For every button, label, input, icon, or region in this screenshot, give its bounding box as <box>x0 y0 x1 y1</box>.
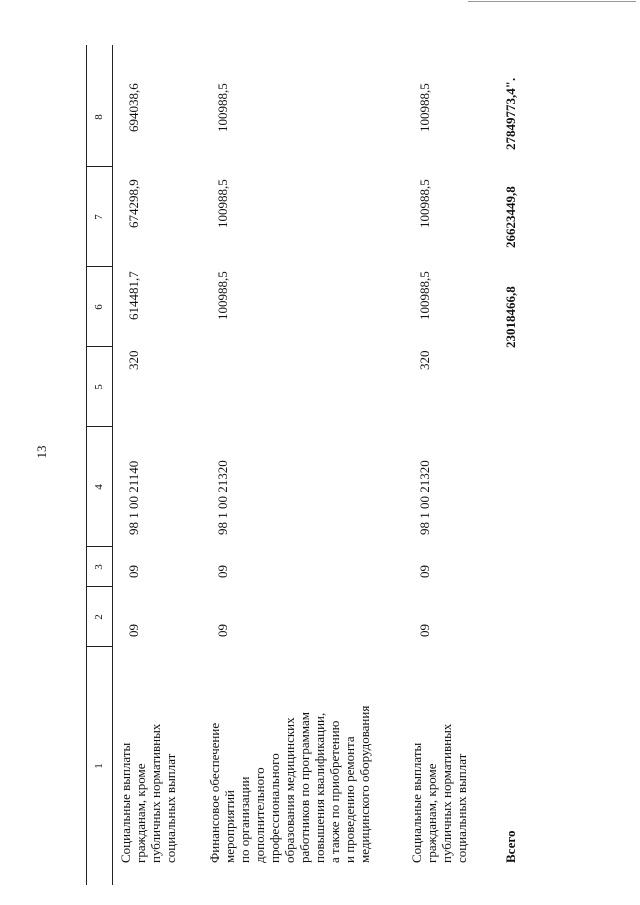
cell-year-2: 674298,9 <box>126 179 141 228</box>
cell-year-3: 694038,6 <box>126 83 141 132</box>
row-name: Социальные выплаты гражданам, кроме публичных нормативных социальных выплат <box>118 723 178 863</box>
page-number: 13 <box>34 445 49 459</box>
table-top-border <box>86 45 87 885</box>
col-header-1: 1 <box>93 763 105 769</box>
col-header-3: 3 <box>93 564 105 570</box>
cell-target-article: 98 1 00 21140 <box>126 460 141 535</box>
cell-target-article: 98 1 00 21320 <box>417 460 432 535</box>
cell-subsection: 09 <box>215 565 230 578</box>
cell-year-2: 100988,5 <box>215 179 230 228</box>
header-bottom-border <box>112 45 113 885</box>
cell-year-2: 100988,5 <box>417 179 432 228</box>
total-year-2: 26623449,8 <box>503 186 518 248</box>
cell-section: 09 <box>417 624 432 637</box>
col-header-4: 4 <box>93 484 105 490</box>
total-label: Всего <box>503 830 518 863</box>
cell-target-article: 98 1 00 21320 <box>215 460 230 535</box>
total-year-1: 23018466,8 <box>503 286 518 348</box>
col-header-6: 6 <box>93 304 105 310</box>
cell-year-1: 100988,5 <box>215 271 230 320</box>
cell-expense-type: 320 <box>126 350 141 370</box>
col-header-8: 8 <box>93 114 105 120</box>
cell-expense-type: 320 <box>417 350 432 370</box>
cell-section: 09 <box>215 624 230 637</box>
row-name: Социальные выплаты гражданам, кроме публичных нормативных социальных выплат <box>409 723 469 863</box>
cell-year-3: 100988,5 <box>215 83 230 132</box>
cell-year-3: 100988,5 <box>417 83 432 132</box>
total-year-3: 27849773,4". <box>503 77 518 150</box>
cell-year-1: 614481,7 <box>126 271 141 320</box>
col-header-7: 7 <box>93 214 105 220</box>
cell-subsection: 09 <box>417 565 432 578</box>
col-header-5: 5 <box>93 384 105 390</box>
cell-section: 09 <box>126 624 141 637</box>
cell-subsection: 09 <box>126 565 141 578</box>
row-name: Финансовое обеспечение мероприятий по организации дополнительного профессионального образования медицинских работников по программам повышения квалификации, а также по приобретению и проведению ремонта медицинского оборудования <box>207 705 372 863</box>
col-header-2: 2 <box>93 614 105 620</box>
cell-year-1: 100988,5 <box>417 271 432 320</box>
